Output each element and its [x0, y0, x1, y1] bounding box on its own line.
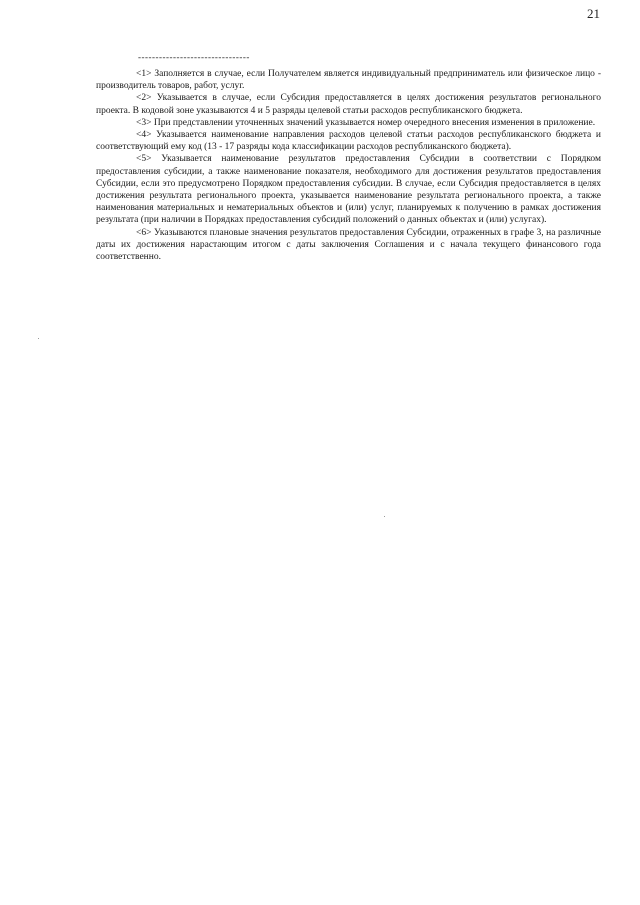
footnotes-block — [96, 68, 601, 263]
footnote-1: <1> Заполняется в случае, если Получателем является индивидуальный предприниматель или физическое лицо - производитель товаров, работ, услуг. — [96, 69, 601, 92]
footnote-separator: -------------------------------- — [138, 52, 250, 62]
scan-speck — [384, 516, 385, 517]
footnote-5: <5> Указывается наименование результатов предоставления Субсидии в соответствии с Порядком предоставления субсидии, а также наименование показателя, необходимого для достижения результатов предоставления Субсидии, если это предусмотрено Порядком предоставления субсидии. В случае, если Субсидия предоставляется в целях достижения результата регионального проекта, указывается наименование результата регионального проекта, а также наименования материальных и нематериальных объектов и (или) услуг, планируемых к получению в рамках достижения результата (при наличии в Порядках предоставления субсидий положений о данных объектах и (или) услугах). — [96, 154, 601, 226]
footnote-3: <3> При представлении уточненных значений указывается номер очередного внесения изменения в приложение. — [136, 117, 596, 128]
footnote-6: <6> Указываются плановые значения результатов предоставления Субсидии, отраженных в графе 3, на различные даты их достижения нарастающим итогом с даты заключения Соглашения и с начала текущего финансового года соответственно. — [96, 227, 601, 263]
page-number: 21 — [587, 6, 600, 21]
footnote-4: <4> Указывается наименование направления расходов целевой статьи расходов республиканского бюджета и соответствующий ему код (13 - 17 разряды кода классификации расходов республиканского бюджета). — [96, 130, 601, 153]
footnote-2: <2> Указывается в случае, если Субсидия предоставляется в целях достижения результатов регионального проекта. В кодовой зоне указываются 4 и 5 разряды целевой статьи расходов республиканского бюджета. — [96, 93, 601, 116]
scan-speck — [38, 338, 39, 339]
